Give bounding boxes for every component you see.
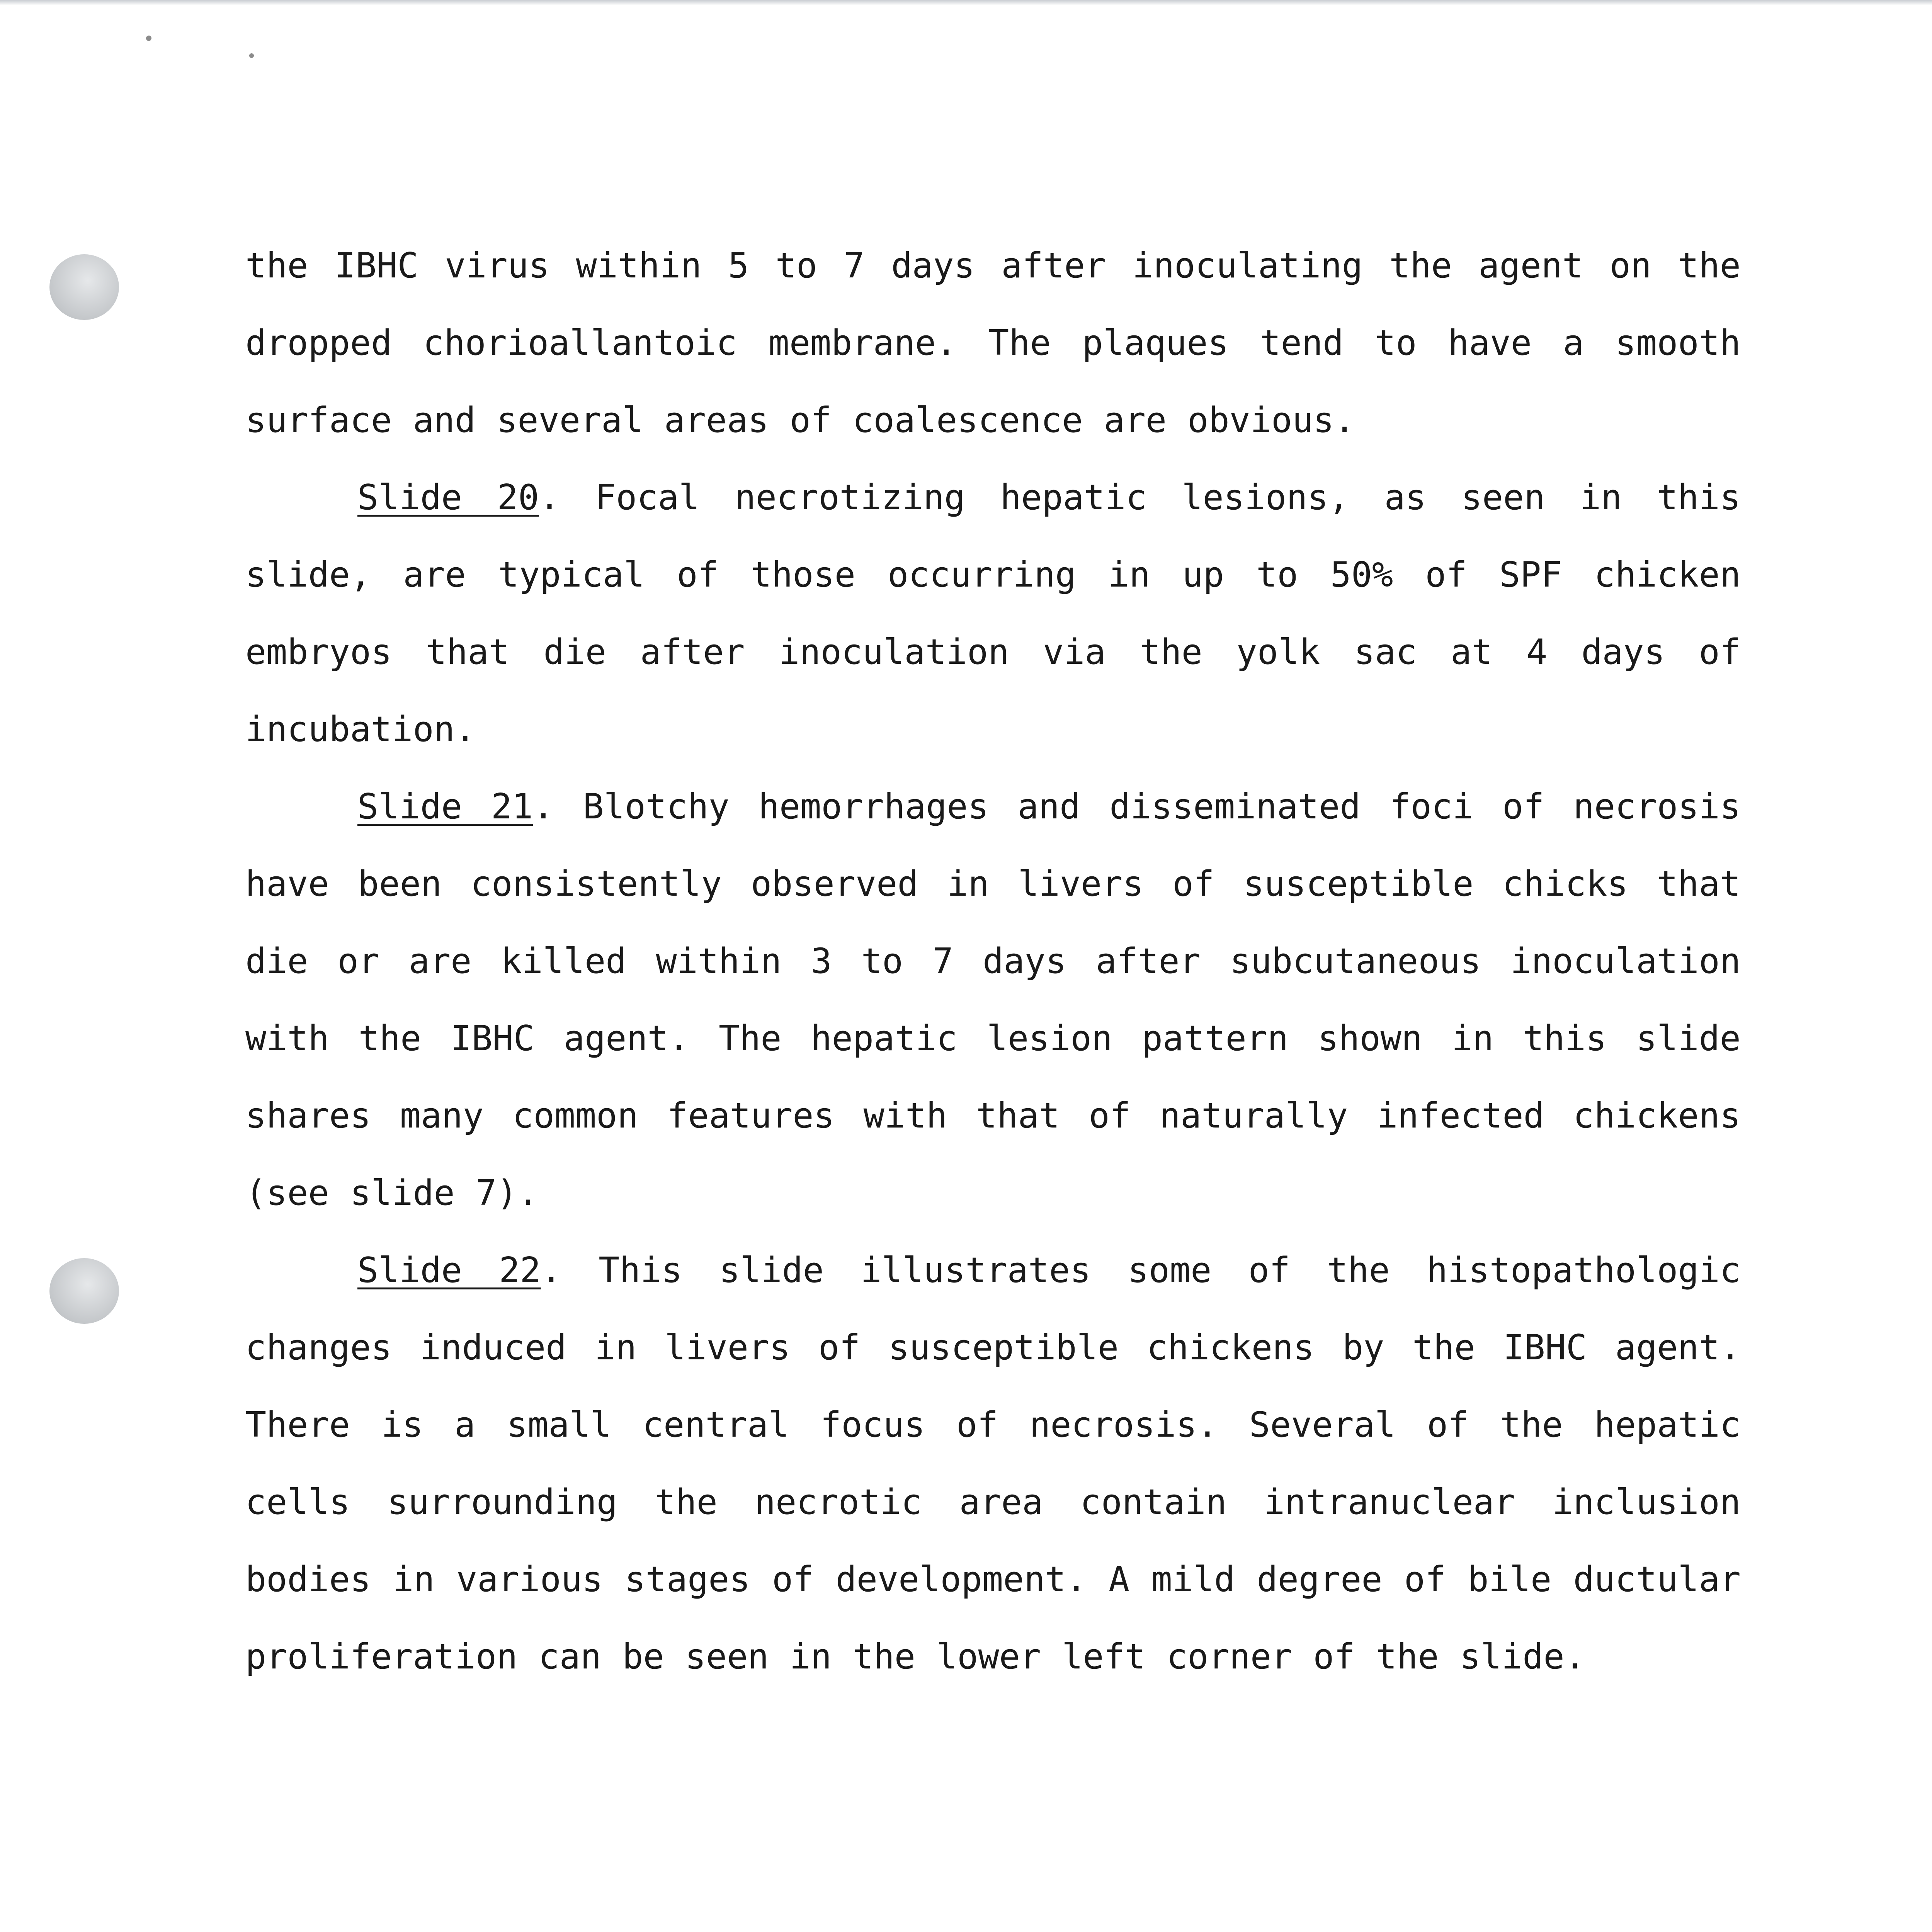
slide-21-label: Slide 21: [357, 786, 533, 827]
slide-22-label: Slide 22: [357, 1250, 541, 1291]
slide-20-paragraph: [245, 459, 1741, 768]
slide-20-label: Slide 20: [357, 477, 539, 518]
binder-hole: [49, 254, 119, 320]
slide-20-description: . Focal necrotizing hepatic lesions, as seen in this slide, are typical of those occurring in up to 50% of SPF chicken embryos that die after inoculation via the yolk sac at 4 days of incubation.: [245, 477, 1741, 750]
slide-21-description: . Blotchy hemorrhages and disseminated foci of necrosis have been consistently observed in livers of susceptible chicks that die or are killed within 3 to 7 days after subcutaneous inoculation with the IBHC agent. The hepatic lesion pattern shown in this slide shares many common features with that of naturally infected chickens (see slide 7).: [245, 786, 1741, 1213]
binder-hole: [49, 1258, 119, 1324]
scan-top-edge: [0, 0, 1932, 5]
slide-21-paragraph: [245, 768, 1741, 1232]
scan-speck: [249, 53, 254, 58]
scan-speck: [146, 36, 151, 41]
body-text: [245, 227, 1741, 1696]
continuation-paragraph: the IBHC virus within 5 to 7 days after inoculating the agent on the dropped chorioallantoic membrane. The plaques tend to have a smooth surface and several areas of coalescence are obvious.: [245, 245, 1741, 440]
slide-22-description: . This slide illustrates some of the histopathologic changes induced in livers of susceptible chickens by the IBHC agent. There is a small central focus of necrosis. Several of the hepatic cells surrounding the necrotic area contain intranuclear inclusion bodies in various stages of development. A mild degree of bile ductular proliferation can be seen in the lower left corner of the slide.: [245, 1250, 1741, 1677]
slide-22-paragraph: [245, 1232, 1741, 1696]
